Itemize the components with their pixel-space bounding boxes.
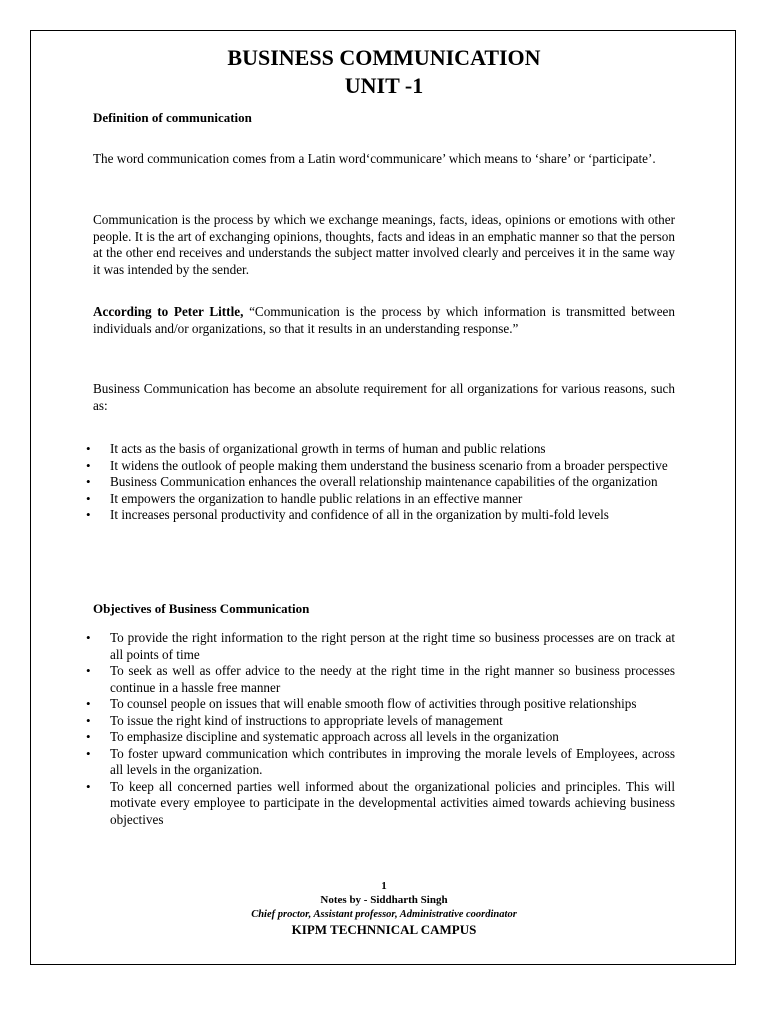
footer-roles: Chief proctor, Assistant professor, Administrative coordinator: [251, 909, 517, 920]
list-item: • To emphasize discipline and systematic approach across all levels in the organization: [0, 729, 768, 746]
definition-paragraph-2: Communication is the process by which we exchange meanings, facts, ideas, opinions or emotions with other people. It is the art of exchanging opinions, thoughts, facts and ideas in an emphatic manner so that the person at the other end receives and understands the subject matter involved clearly and perceives it in the same way it was intended by the sender.: [93, 212, 675, 277]
list-item: • It acts as the basis of organizational growth in terms of human and public relations: [0, 441, 768, 458]
list-item: • It widens the outlook of people making them understand the business scenario from a broader perspective: [0, 458, 768, 475]
list-item: • To counsel people on issues that will enable smooth flow of activities through positive relationships: [0, 696, 768, 713]
list-item: • To keep all concerned parties well informed about the organizational policies and principles. This will motivate every employee to participate in the developmental activities aimed towards achieving business objectives: [0, 779, 768, 829]
unit-title: UNIT -1: [344, 73, 424, 98]
objectives-list: [0, 630, 768, 828]
quote-text: “Communication is the process by which information is transmitted between individuals and/or organizations, so that it results in an understanding response.”: [93, 304, 676, 336]
definition-paragraph-3: Business Communication has become an absolute requirement for all organizations for various reasons, such as:: [93, 381, 675, 413]
document-title: BUSINESS COMMUNICATION: [227, 45, 541, 70]
definition-heading: Definition of communication: [93, 110, 252, 125]
list-item: • It empowers the organization to handle public relations in an effective manner: [0, 491, 768, 508]
quote-author: According to Peter Little,: [93, 304, 244, 319]
list-item: • It increases personal productivity and confidence of all in the organization by multi-fold levels: [0, 507, 768, 524]
page-number: 1: [381, 880, 387, 892]
objectives-heading: Objectives of Business Communication: [93, 601, 310, 616]
footer-author: Notes by - Siddharth Singh: [320, 894, 448, 906]
reasons-list: [0, 441, 768, 524]
list-item: • Business Communication enhances the overall relationship maintenance capabilities of the organization: [0, 474, 768, 491]
list-item: • To foster upward communication which contributes in improving the morale levels of Employees, across all levels in the organization.: [0, 746, 768, 779]
quote-paragraph: [93, 304, 675, 337]
list-item: • To issue the right kind of instructions to appropriate levels of management: [0, 713, 768, 730]
list-item: • To seek as well as offer advice to the needy at the right time in the right manner so business processes continue in a hassle free manner: [0, 663, 768, 696]
definition-paragraph-1: The word communication comes from a Latin word‘communicare’ which means to ‘share’ or ‘participate’.: [93, 151, 656, 166]
footer-campus: KIPM TECHNNICAL CAMPUS: [291, 922, 477, 937]
list-item: • To provide the right information to the right person at the right time so business processes are on track at all points of time: [0, 630, 768, 663]
